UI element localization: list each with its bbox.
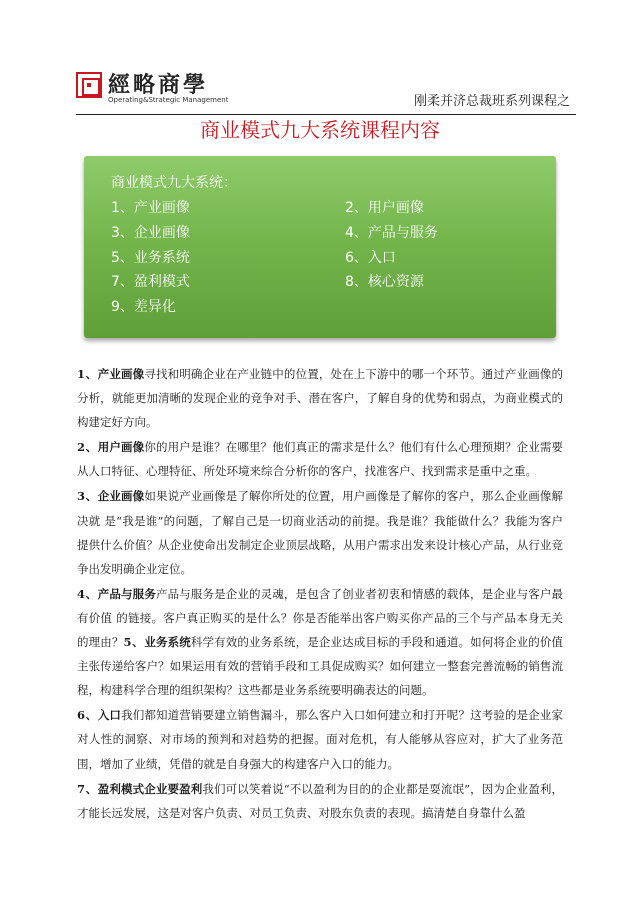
paragraph-industry-portrait: 1、产业画像寻找和明确企业在产业链中的位置，处在上下游中的哪一个环节。通过产业画像的分析，就能更加清晰的发现企业的竞争对手、潜在客户，了解自身的优势和弱点，为商业模式的构建定好方向。 (77, 367, 564, 430)
system-item: 4、产品与服务 (345, 225, 438, 241)
systems-heading: 商业模式九大系统： (111, 175, 237, 191)
system-item: 8、核心资源 (345, 274, 424, 290)
page-header (76, 70, 576, 115)
system-item: 9、差异化 (111, 299, 176, 315)
paragraph-user-portrait: 2、用户画像你的用户是谁？在哪里？他们真正的需求是什么？他们有什么心理预期？企业需要从人口特征、心理特征、所处环境来综合分析你的客户，找准客户、找到需求是重中之重。 (77, 440, 564, 479)
term: 企业画像 (97, 489, 145, 504)
term: 盈利模式企业要盈利 (97, 781, 203, 796)
term: 产业画像 (97, 367, 145, 381)
system-item: 6、入口 (345, 250, 396, 266)
paragraph-enterprise-portrait: 3、企业画像如果说产业画像是了解你所处的位置，用户画像是了解你的客户，那么企业画像解决就 是“我是谁”的问题，了解自己是一切商业活动的前提。我是谁？我能做什么？我能为客户提供什么价值？从企业使命出发制定企业顶层战略，从用户需求出发来设计核心产品，从行业竞争出发明确企业定位。 (77, 489, 564, 576)
course-description (77, 362, 563, 826)
logo-seal-icon (76, 72, 102, 98)
system-item: 3、企业画像 (111, 225, 190, 241)
system-item: 5、业务系统 (111, 250, 190, 266)
term: 入口 (97, 708, 122, 723)
term: 业务系统 (144, 635, 191, 650)
system-item: 2、用户画像 (345, 200, 424, 216)
paragraph-entrance: 6、入口我们都知道营销要建立销售漏斗，那么客户入口如何建立和打开呢？这考验的是企业家对人性的洞察、对市场的预判和对趋势的把握。面对危机，有人能够从容应对，扩大了业务范围，增加了业绩，凭借的就是自身强大的构建客户入口的能力。 (77, 708, 564, 771)
page-title: 商业模式九大系统课程内容 (200, 118, 440, 142)
logo-text: 經略商學 (108, 73, 209, 98)
term: 用户画像 (97, 440, 145, 455)
series-label: 刚柔并济总裁班系列课程之 (413, 94, 570, 109)
systems-box (84, 156, 556, 338)
logo-subtitle: Operating&Strategic Management (108, 96, 229, 104)
system-item: 7、盈利模式 (111, 274, 190, 290)
paragraph-products-business-system: 4、产品与服务产品与服务是企业的灵魂，是包含了创业者初衷和情感的载体，是企业与客户最有价值 的链接。客户真正购买的是什么？你是否能举出客户购买你产品的三个与产品本身无关的理由？5、业务系统科学有效的业务系统，是企业达成目标的手段和通道。如何将企业的价值主张传递给客户？如果运用有效的营销手段和工具促成购买？如何建立一整套完善流畅的销售流程，构建科学合理的组织架构？这些都是业务系统要明确表达的问题。 (77, 586, 564, 698)
term: 产品与服务 (97, 586, 156, 601)
paragraph-profit-model: 7、盈利模式企业要盈利我们可以笑着说“不以盈利为目的的企业都是耍流氓”，因为企业盈利，才能长远发展，这是对客户负责、对员工负责、对股东负责的表现。搞清楚自身靠什么盈 (77, 781, 563, 820)
system-item: 1、产业画像 (111, 200, 190, 216)
